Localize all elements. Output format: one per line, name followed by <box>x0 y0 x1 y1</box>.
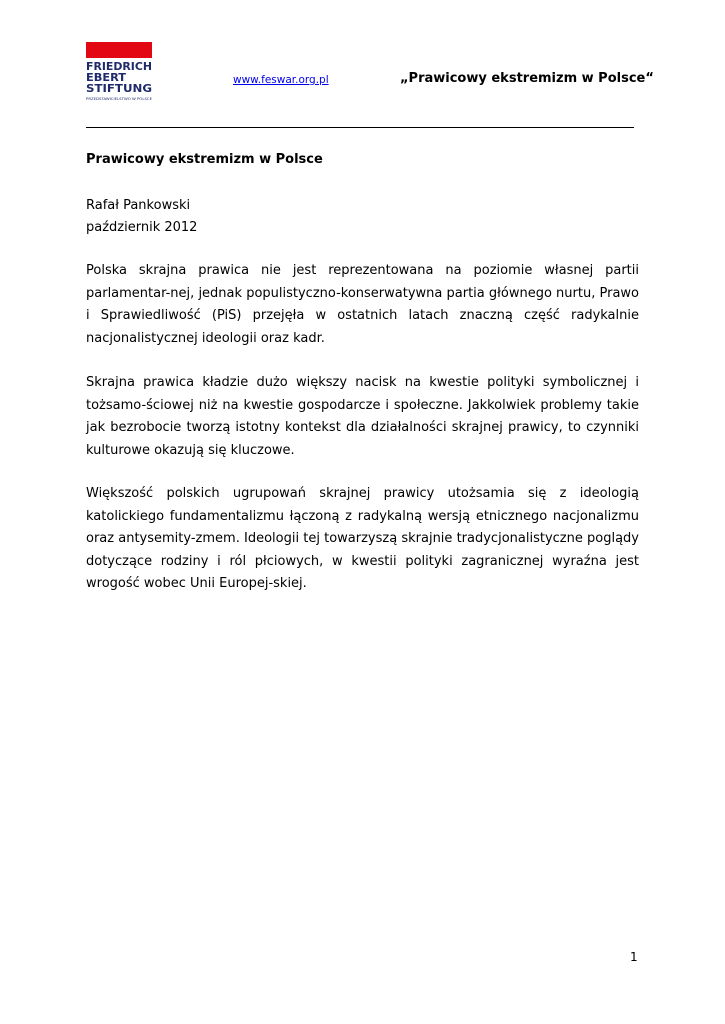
paragraph-3: Większość polskich ugrupowań skrajnej prawicy utożsamia się z ideologią katolickiego fundamentalizmu łączoną z radykalną wersją etnicznego nacjonalizmu oraz antysemity-zmem. Ideologii tej towarzyszą skrajnie tradycjonalistyczne poglądy dotyczące rodziny i ról płciowych, w kwestii polityki zagranicznej wyraźna jest wrogość wobec Unii Europej-skiej. <box>86 486 639 591</box>
header-divider <box>86 127 634 128</box>
paragraph-1: Polska skrajna prawica nie jest reprezentowana na poziomie własnej partii parlamentar-nej, jednak populistyczno-konserwatywna partia głównego nurtu, Prawo i Sprawiedliwość (PiS) przejęła w ostatnich latach znaczną część radykalnie nacjonalistycznej ideologii oraz kadr. <box>86 263 639 346</box>
paragraph-2: Skrajna prawica kładzie dużo większy nacisk na kwestie polityki symbolicznej i tożsamo-ściowej niż na kwestie gospodarcze i społeczne. Jakkolwiek problemy takie jak bezrobocie tworzą istotny kontekst dla działalności skrajnej prawicy, to czynniki kulturowe okazują się kluczowe. <box>86 375 639 458</box>
svg-text:PRZEDSTAWICIELSTWO W POLSCE: PRZEDSTAWICIELSTWO W POLSCE <box>86 97 153 101</box>
header-title: „Prawicowy ekstremizm w Polsce“ <box>400 71 654 86</box>
svg-text:FRIEDRICH: FRIEDRICH <box>86 60 152 73</box>
logo-wordmark <box>86 59 158 105</box>
website-link[interactable]: www.feswar.org.pl <box>233 74 329 86</box>
svg-text:EBERT: EBERT <box>86 71 127 84</box>
fes-logo <box>86 42 156 104</box>
document-title: Prawicowy ekstremizm w Polsce <box>86 152 323 167</box>
page-number: 1 <box>630 950 638 964</box>
svg-text:STIFTUNG: STIFTUNG <box>86 82 152 95</box>
publication-date: październik 2012 <box>86 220 198 235</box>
logo-red-bar <box>86 42 152 58</box>
author-name: Rafał Pankowski <box>86 198 191 213</box>
